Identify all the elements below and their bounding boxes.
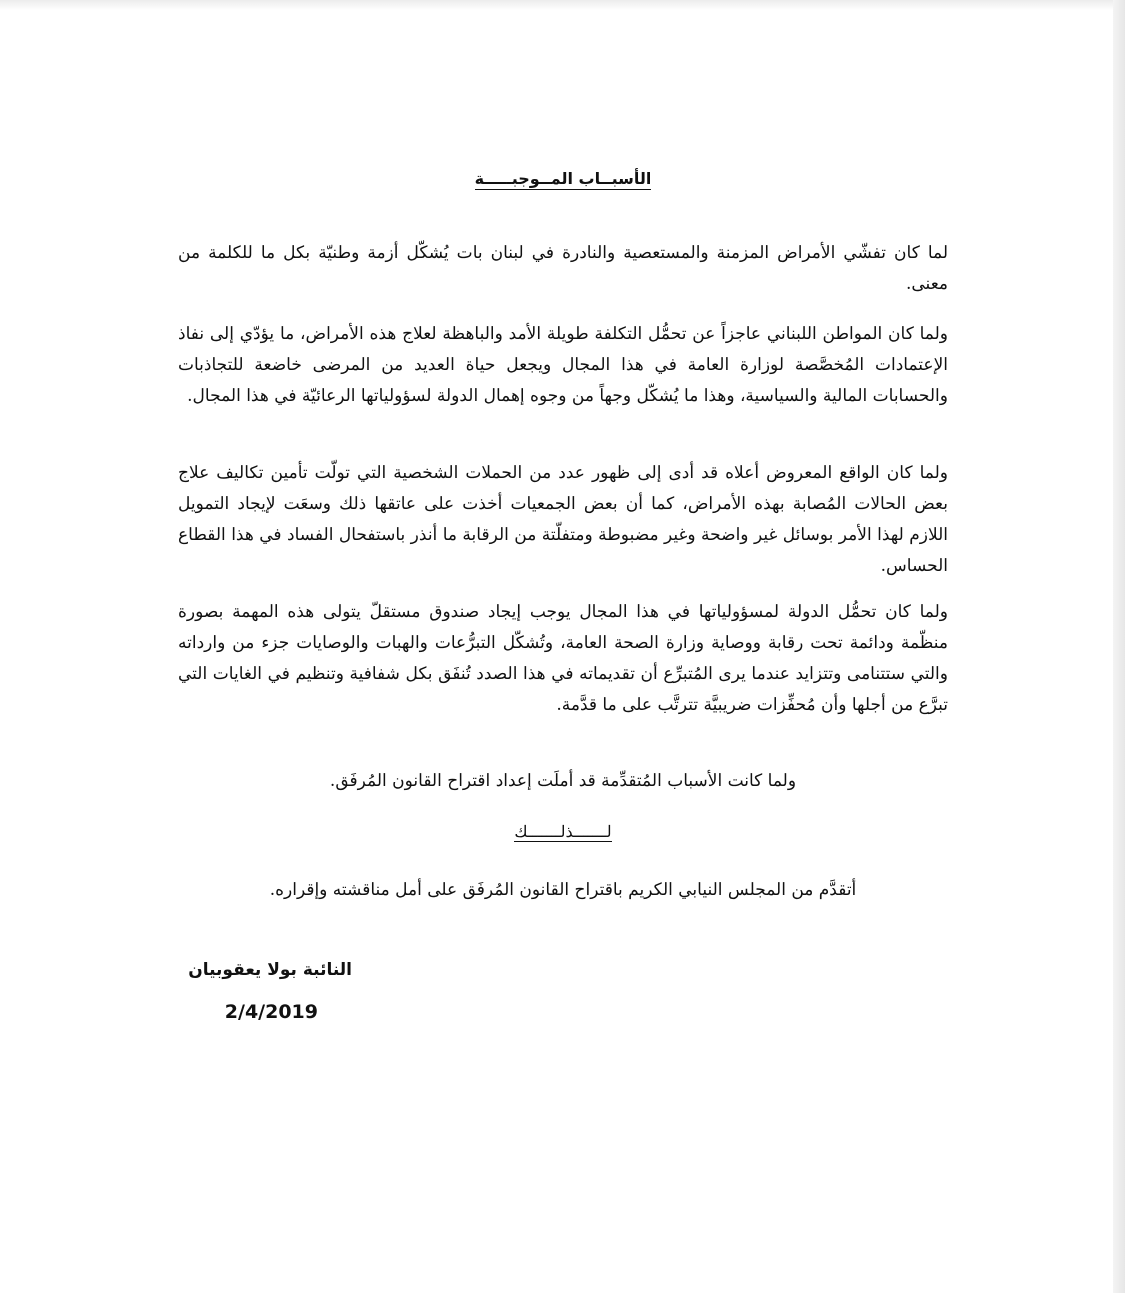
paragraph-4: ولما كان تحمُّل الدولة لمسؤولياتها في هذا المجال يوجب إيجاد صندوق مستقلّ يتولى هذه المهمة بصورة منظّمة ودائمة تحت رقابة ووصاية وزارة الصحة العامة، وتُشكّل التبرُّعات والهبات والوصايات جزء من وارداته والتي ستتنامى وتتزايد عندما يرى المُتبرِّع أن تقديماته في هذا الصدد تُنفَق بكل شفافية وتنظيم في الغايات التي تبرَّع من أجلها وأن مُحفِّزات ضريبيَّة تترتَّب على ما قدَّمة. <box>178 602 948 715</box>
paragraph-1: لما كان تفشّي الأمراض المزمنة والمستعصية والنادرة في لبنان بات يُشكّل أزمة وطنيّة بكل ما للكلمة من معنى. <box>178 243 948 294</box>
document-body <box>178 0 948 1293</box>
paragraph-3: ولما كان الواقع المعروض أعلاه قد أدى إلى ظهور عدد من الحملات الشخصية التي تولّت تأمين تكاليف علاج بعض الحالات المُصابة بهذه الأمراض، كما أن بعض الجمعيات أخذت على عاتقها ذلك وسعَت لإيجاد التمويل اللازم لهذا الأمر بوسائل غير واضحة وغير مضبوطة ومتفلّتة من الرقابة ما أنذر باستفحال الفساد في هذا القطاع الحساس. <box>178 463 948 576</box>
closing-word-text: لـــــــذلـــــــك <box>514 822 612 841</box>
paragraph-request: أتقدَّم من المجلس النيابي الكريم باقتراح القانون المُرفَق على أمل مناقشته وإقراره. <box>269 880 857 900</box>
signature-date: 2/4/2019 <box>224 1001 318 1023</box>
closing-word <box>178 817 948 847</box>
paragraph-2: ولما كان المواطن اللبناني عاجزاً عن تحمُّل التكلفة طويلة الأمد والباهظة لعلاج هذه الأمراض، ما يؤدّي إلى نفاذ الإعتمادات المُخصَّصة لوزارة العامة في هذا المجال ويجعل حياة العديد من المرضى خاضعة للتجاذبات والحسابات المالية والسياسية، وهذا ما يُشكّل وجهاً من وجوه إهمال الدولة لسؤولياتها الرعائيّة في هذا المجال. <box>178 324 948 406</box>
signature-name: النائبة بولا يعقوبيان <box>188 960 352 980</box>
paragraph-5: ولما كانت الأسباب المُتقدِّمة قد أملَت إعداد اقتراح القانون المُرفَق. <box>329 771 797 791</box>
title-text: الأسبــاب المــوجبـــــة <box>474 169 652 188</box>
page-right-edge <box>1113 0 1125 1293</box>
document-title <box>178 164 948 194</box>
